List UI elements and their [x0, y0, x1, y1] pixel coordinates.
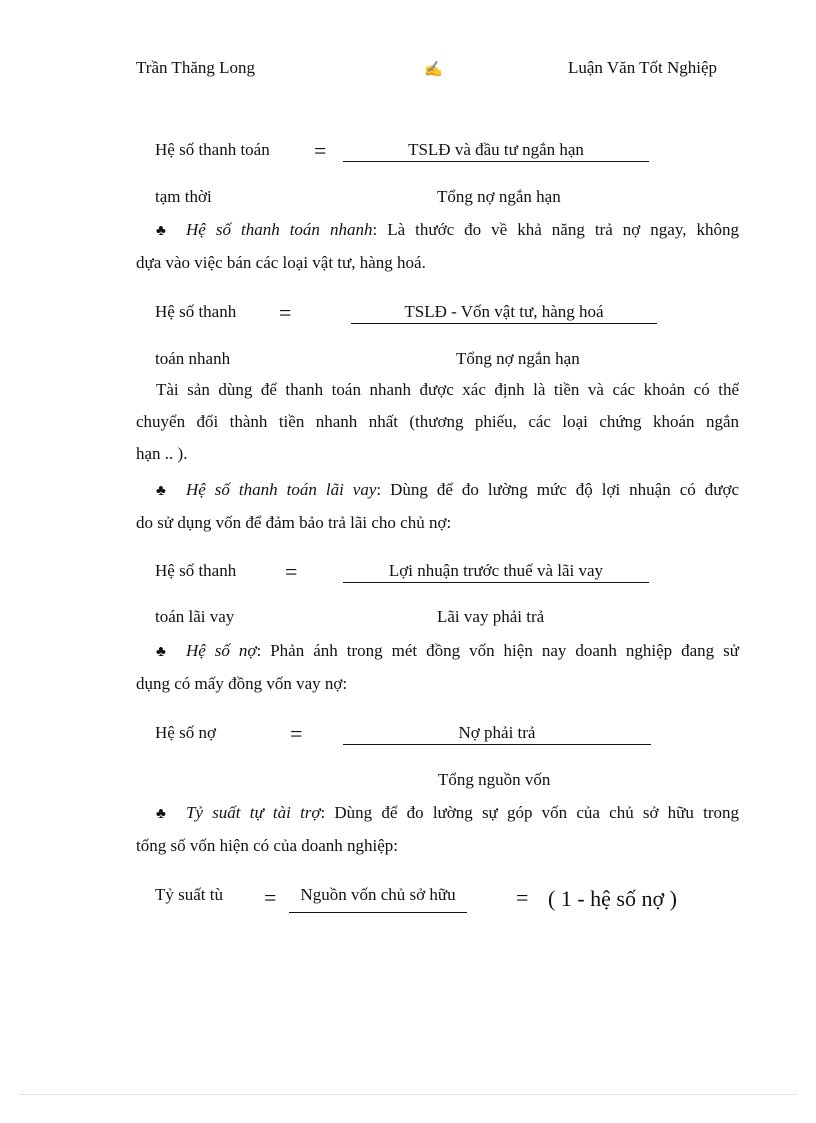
formula5-label: Tỷ suất tù [155, 885, 223, 904]
formula1-denominator: Tổng nợ ngắn hạn [437, 187, 561, 206]
formula2-label-line2: toán nhanh [155, 349, 231, 368]
header-title: Luận Văn Tốt Nghiệp [568, 58, 718, 77]
formula2-numerator: TSLĐ - Vốn vật tư, hàng hoá [351, 302, 657, 324]
club-bullet-icon: ♣ [156, 644, 166, 660]
item3-text-line1: : Phản ánh trong mét đồng vốn hiện nay doanh nghiệp đang sử [256, 641, 740, 660]
formula3-numerator: Lợi nhuận trước thuế và lãi vay [343, 561, 649, 583]
item2-term: Hệ số thanh toán lãi vay [186, 480, 377, 499]
item1-paragraph [136, 214, 739, 279]
formula3-equals: = [285, 559, 298, 584]
formula1-label-line2: tạm thời [155, 187, 212, 206]
formula4-label: Hệ số nợ [155, 723, 216, 742]
item1-text-line1: : Là thước đo về khả năng trả nợ ngay, không [372, 220, 739, 239]
pen-icon: ✍ [424, 62, 443, 78]
formula5-equals2: = [516, 885, 529, 910]
item4-paragraph [136, 797, 739, 862]
item4-text-line1: : Dùng để đo lường sự góp vốn của chủ sở hữu trong [320, 803, 739, 822]
formula2-equals: = [279, 300, 292, 325]
club-bullet-icon: ♣ [156, 806, 166, 822]
item3-term: Hệ số nợ [186, 641, 257, 660]
club-bullet-icon: ♣ [156, 223, 166, 239]
formula2-denominator: Tổng nợ ngắn hạn [456, 349, 580, 368]
quick-assets-paragraph [136, 374, 739, 470]
formula2-label-line1: Hệ số thanh [155, 302, 237, 321]
formula1-equals: = [314, 138, 327, 163]
quick-line3: hạn .. ). [136, 444, 188, 463]
formula5-result: ( 1 - hệ số nợ ) [548, 886, 677, 911]
page-bottom-divider [20, 1094, 796, 1095]
item2-paragraph [136, 474, 739, 539]
formula1-label-line1: Hệ số thanh toán [155, 140, 270, 159]
formula3-label-line1: Hệ số thanh [155, 561, 237, 580]
club-bullet-icon: ♣ [156, 483, 166, 499]
formula4-equals: = [290, 721, 303, 746]
formula1-numerator: TSLĐ và đầu tư ngắn hạn [343, 140, 649, 162]
item3-text-line2: dụng có mấy đồng vốn vay nợ: [136, 674, 348, 693]
formula3-denominator: Lãi vay phải trả [437, 607, 545, 626]
item3-paragraph [136, 635, 739, 700]
item4-text-line2: tổng số vốn hiện có của doanh nghiệp: [136, 836, 399, 855]
formula5-equals1: = [264, 885, 277, 910]
formula4-denominator: Tổng nguồn vốn [438, 770, 551, 789]
formula3-label-line2: toán lãi vay [155, 607, 235, 626]
item1-text-line2: dựa vào việc bán các loại vật tư, hàng hoá. [136, 253, 426, 272]
quick-line2: chuyển đổi thành tiền nhanh nhất (thương phiếu, các loại chứng khoán ngắn [136, 412, 739, 431]
item4-term: Tỷ suất tự tài trợ [186, 803, 321, 822]
quick-line1: Tài sản dùng để thanh toán nhanh được xác định là tiền và các khoản có thể [156, 380, 739, 399]
item1-term: Hệ số thanh toán nhanh [186, 220, 373, 239]
header-author: Trần Thăng Long [136, 58, 255, 77]
formula5-numerator: Nguồn vốn chủ sở hữu [289, 885, 467, 913]
item2-text-line1: : Dùng để đo lường mức độ lợi nhuận có được [376, 480, 740, 499]
formula4-numerator: Nợ phải trả [343, 723, 651, 745]
item2-text-line2: do sử dụng vốn để đảm bảo trả lãi cho chủ nợ: [136, 513, 452, 532]
